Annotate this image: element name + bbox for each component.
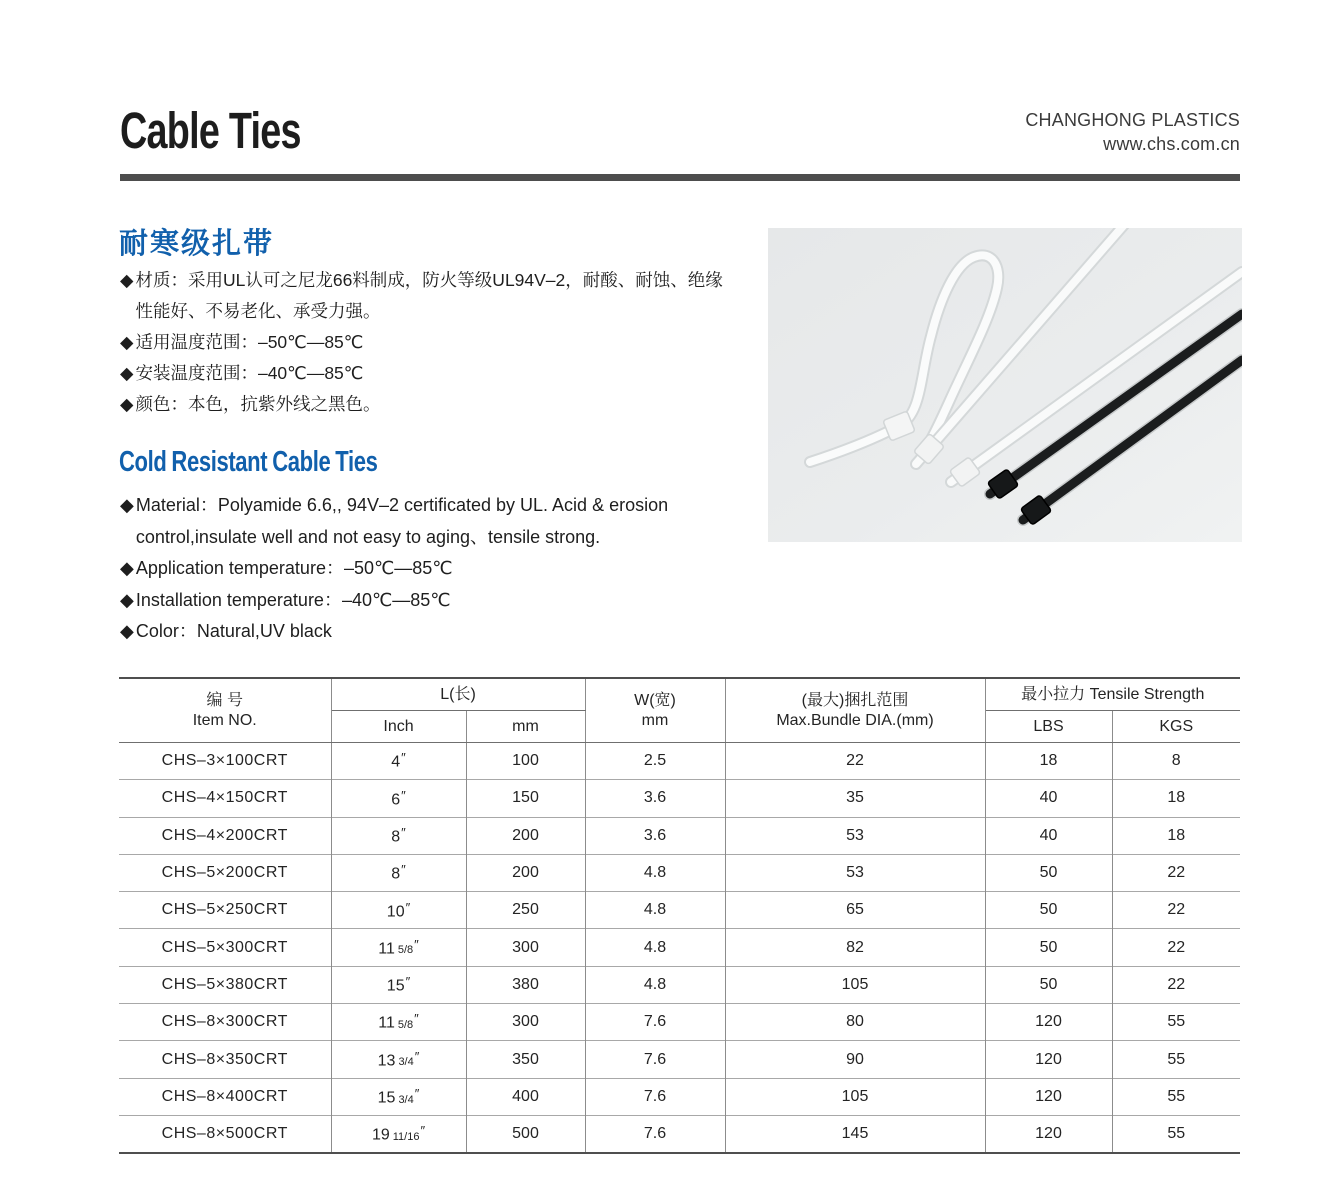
length-inch-cell [331, 1078, 466, 1115]
length-inch-cell [331, 892, 466, 929]
width-mm-cell: 3.6 [585, 817, 725, 854]
length-mm-cell: 300 [466, 1004, 585, 1041]
product-photo [768, 228, 1242, 542]
length-mm-cell: 300 [466, 929, 585, 966]
item-no-cell: CHS–4×200CRT [119, 817, 331, 854]
width-mm-cell: 3.6 [585, 780, 725, 817]
col-header-width-unit: mm [641, 711, 669, 729]
inch-value: 13 [377, 1052, 396, 1070]
section-heading-en: Cold Resistant Cable Ties [119, 446, 378, 478]
col-header-length-group: L(长) [331, 678, 585, 711]
inch-unit-mark: ″ [405, 974, 411, 990]
item-no-cell: CHS–8×500CRT [119, 1115, 331, 1153]
length-mm-cell: 200 [466, 817, 585, 854]
product-photo-image [768, 228, 1242, 542]
col-header-item [119, 678, 331, 743]
length-mm-cell: 150 [466, 780, 585, 817]
length-mm-cell: 400 [466, 1078, 585, 1115]
length-inch-cell [331, 1115, 466, 1153]
tensile-lbs-cell: 40 [985, 817, 1112, 854]
item-no-cell: CHS–8×300CRT [119, 1004, 331, 1041]
tensile-lbs-cell: 120 [985, 1041, 1112, 1078]
tensile-lbs-cell: 40 [985, 780, 1112, 817]
inch-unit-mark: ″ [414, 1011, 419, 1027]
table-row [119, 929, 1240, 966]
bullet-item [120, 490, 755, 553]
length-mm-cell: 380 [466, 966, 585, 1003]
section-heading-cn: 耐寒级扎带 [119, 228, 275, 260]
bullet-text: Application temperature：–50℃—85℃ [135, 558, 453, 578]
item-no-cell: CHS–5×250CRT [119, 892, 331, 929]
inch-value: 10 [386, 903, 405, 921]
item-no-cell: CHS–3×100CRT [119, 743, 331, 780]
bullet-item [120, 616, 755, 648]
length-inch-cell [331, 1041, 466, 1078]
bullet-item [120, 265, 738, 327]
width-mm-cell: 2.5 [585, 743, 725, 780]
spec-table [119, 677, 1240, 1154]
col-header-item-en: Item NO. [192, 711, 257, 729]
item-no-cell: CHS–5×200CRT [119, 854, 331, 891]
length-inch-cell [331, 817, 466, 854]
width-mm-cell: 7.6 [585, 1041, 725, 1078]
length-mm-cell: 250 [466, 892, 585, 929]
item-no-cell: CHS–5×380CRT [119, 966, 331, 1003]
bullet-list-cn [120, 265, 738, 420]
length-mm-cell: 200 [466, 854, 585, 891]
length-inch-cell [331, 743, 466, 780]
table-row [119, 854, 1240, 891]
bundle-dia-cell: 90 [725, 1041, 985, 1078]
tensile-lbs-cell: 18 [985, 743, 1112, 780]
page-title: Cable Ties [120, 102, 301, 159]
col-header-kgs: KGS [1112, 711, 1240, 743]
bullet-item [120, 553, 755, 585]
table-row [119, 743, 1240, 780]
bullet-item [120, 327, 738, 358]
table-row [119, 780, 1240, 817]
inch-unit-mark: ″ [414, 1048, 420, 1064]
tensile-kgs-cell: 55 [1112, 1041, 1240, 1078]
width-mm-cell: 4.8 [585, 892, 725, 929]
tensile-lbs-cell: 120 [985, 1078, 1112, 1115]
table-row [119, 1115, 1240, 1153]
diamond-bullet-icon: ◆ [120, 558, 134, 578]
bullet-item [120, 358, 738, 389]
col-header-width [585, 678, 725, 743]
table-row [119, 892, 1240, 929]
diamond-bullet-icon: ◆ [120, 394, 134, 414]
table-row [119, 1004, 1240, 1041]
length-mm-cell: 350 [466, 1041, 585, 1078]
bullet-item [120, 585, 755, 617]
table-row [119, 1078, 1240, 1115]
tensile-kgs-cell: 55 [1112, 1115, 1240, 1153]
inch-value: 8 [391, 865, 401, 883]
col-header-bundle-dia-en: Max.Bundle DIA.(mm) [776, 711, 934, 729]
length-inch-cell [331, 854, 466, 891]
company-name: CHANGHONG PLASTICS [1025, 110, 1240, 130]
divider-bar [120, 174, 1240, 181]
inch-unit-mark: ″ [401, 824, 406, 840]
col-header-bundle-dia [725, 678, 985, 743]
inch-value: 4 [391, 753, 401, 771]
item-no-cell: CHS–5×300CRT [119, 929, 331, 966]
bullet-text: 安装温度范围：–40℃—85℃ [135, 363, 364, 383]
company-website: www.chs.com.cn [1103, 134, 1240, 154]
inch-unit-mark: ″ [401, 750, 406, 766]
inch-unit-mark: ″ [420, 1123, 426, 1139]
length-inch-cell [331, 929, 466, 966]
length-inch-cell [331, 966, 466, 1003]
inch-fraction: 5/8 [397, 944, 414, 957]
bullet-text: 颜色：本色，抗紫外线之黑色。 [135, 394, 381, 414]
bundle-dia-cell: 53 [725, 854, 985, 891]
tensile-kgs-cell: 55 [1112, 1004, 1240, 1041]
inch-fraction: 5/8 [397, 1019, 414, 1031]
tensile-kgs-cell: 22 [1112, 966, 1240, 1003]
table-row [119, 817, 1240, 854]
inch-value: 19 [371, 1126, 390, 1144]
bullet-text: 适用温度范围：–50℃—85℃ [135, 332, 364, 352]
col-header-item-cn: 编 号 [206, 691, 243, 709]
width-mm-cell: 4.8 [585, 929, 725, 966]
tensile-kgs-cell: 18 [1112, 817, 1240, 854]
bundle-dia-cell: 82 [725, 929, 985, 966]
col-header-lbs: LBS [985, 711, 1112, 743]
bullet-text: Installation temperature：–40℃—85℃ [135, 589, 451, 610]
bullet-text: 材质：采用UL认可之尼龙66料制成，防火等级UL94V–2，耐酸、耐蚀、绝缘性能好、不易老化、承受力强。 [135, 270, 723, 321]
col-header-inch: Inch [331, 711, 466, 743]
width-mm-cell: 7.6 [585, 1115, 725, 1153]
tensile-lbs-cell: 50 [985, 854, 1112, 891]
item-no-cell: CHS–8×350CRT [119, 1041, 331, 1078]
table-row [119, 966, 1240, 1003]
length-mm-cell: 100 [466, 743, 585, 780]
width-mm-cell: 4.8 [585, 966, 725, 1003]
inch-fraction: 3/4 [398, 1093, 414, 1106]
inch-value: 11 [378, 940, 395, 958]
length-inch-cell [331, 780, 466, 817]
width-mm-cell: 7.6 [585, 1078, 725, 1115]
bundle-dia-cell: 35 [725, 780, 985, 817]
bundle-dia-cell: 22 [725, 743, 985, 780]
bundle-dia-cell: 65 [725, 892, 985, 929]
tensile-kgs-cell: 8 [1171, 752, 1181, 770]
inch-value: 15 [386, 977, 405, 995]
bundle-dia-cell: 80 [725, 1004, 985, 1041]
bundle-dia-cell: 105 [725, 1078, 985, 1115]
inch-unit-mark: ″ [405, 899, 411, 915]
bullet-item [120, 389, 738, 420]
inch-fraction: 11/16 [392, 1130, 420, 1143]
table-body [119, 743, 1240, 1154]
tensile-lbs-cell: 120 [985, 1115, 1112, 1153]
table-header [119, 678, 1240, 743]
inch-value: 15 [377, 1089, 396, 1107]
bundle-dia-cell: 53 [725, 817, 985, 854]
tensile-lbs-cell: 50 [985, 929, 1112, 966]
width-mm-cell: 4.8 [585, 854, 725, 891]
item-no-cell: CHS–8×400CRT [119, 1078, 331, 1115]
diamond-bullet-icon: ◆ [120, 332, 134, 352]
inch-unit-mark: ″ [401, 787, 406, 803]
inch-value: 8 [391, 828, 401, 846]
diamond-bullet-icon: ◆ [120, 270, 134, 290]
width-mm-cell: 7.6 [585, 1004, 725, 1041]
bundle-dia-cell: 145 [725, 1115, 985, 1153]
tensile-kgs-cell: 22 [1112, 929, 1240, 966]
col-header-tensile-group: 最小拉力 Tensile Strength [985, 678, 1240, 711]
table-row [119, 1041, 1240, 1078]
length-mm-cell: 500 [466, 1115, 585, 1153]
bullet-text: Material：Polyamide 6.6,, 94V–2 certificated by UL. Acid & erosion control,insulate well and not easy to aging、tensile strong. [135, 495, 669, 547]
tensile-lbs-cell: 50 [985, 892, 1112, 929]
col-header-mm: mm [466, 711, 585, 743]
bullet-list-en [120, 490, 755, 648]
tensile-kgs-cell: 18 [1112, 780, 1240, 817]
inch-value: 11 [378, 1015, 395, 1032]
item-no-cell: CHS–4×150CRT [119, 780, 331, 817]
tensile-lbs-cell: 50 [985, 966, 1112, 1003]
inch-unit-mark: ″ [401, 862, 406, 878]
bundle-dia-cell: 105 [725, 966, 985, 1003]
col-header-bundle-dia-cn: (最大)捆扎范围 [801, 691, 909, 709]
diamond-bullet-icon: ◆ [120, 363, 134, 383]
inch-unit-mark: ″ [414, 936, 419, 952]
diamond-bullet-icon: ◆ [120, 621, 134, 641]
tensile-kgs-cell: 22 [1112, 892, 1240, 929]
col-header-width-cn: W(宽) [634, 691, 676, 709]
tensile-lbs-cell: 120 [985, 1004, 1112, 1041]
inch-unit-mark: ″ [414, 1086, 420, 1102]
inch-fraction: 3/4 [398, 1056, 414, 1069]
diamond-bullet-icon: ◆ [120, 589, 134, 610]
tensile-kgs-cell: 55 [1112, 1078, 1240, 1115]
tensile-kgs-cell: 22 [1112, 854, 1240, 891]
diamond-bullet-icon: ◆ [120, 495, 134, 515]
bullet-text: Color：Natural,UV black [135, 621, 332, 641]
length-inch-cell [331, 1004, 466, 1041]
company-block [1025, 108, 1240, 156]
inch-value: 6 [391, 791, 401, 809]
